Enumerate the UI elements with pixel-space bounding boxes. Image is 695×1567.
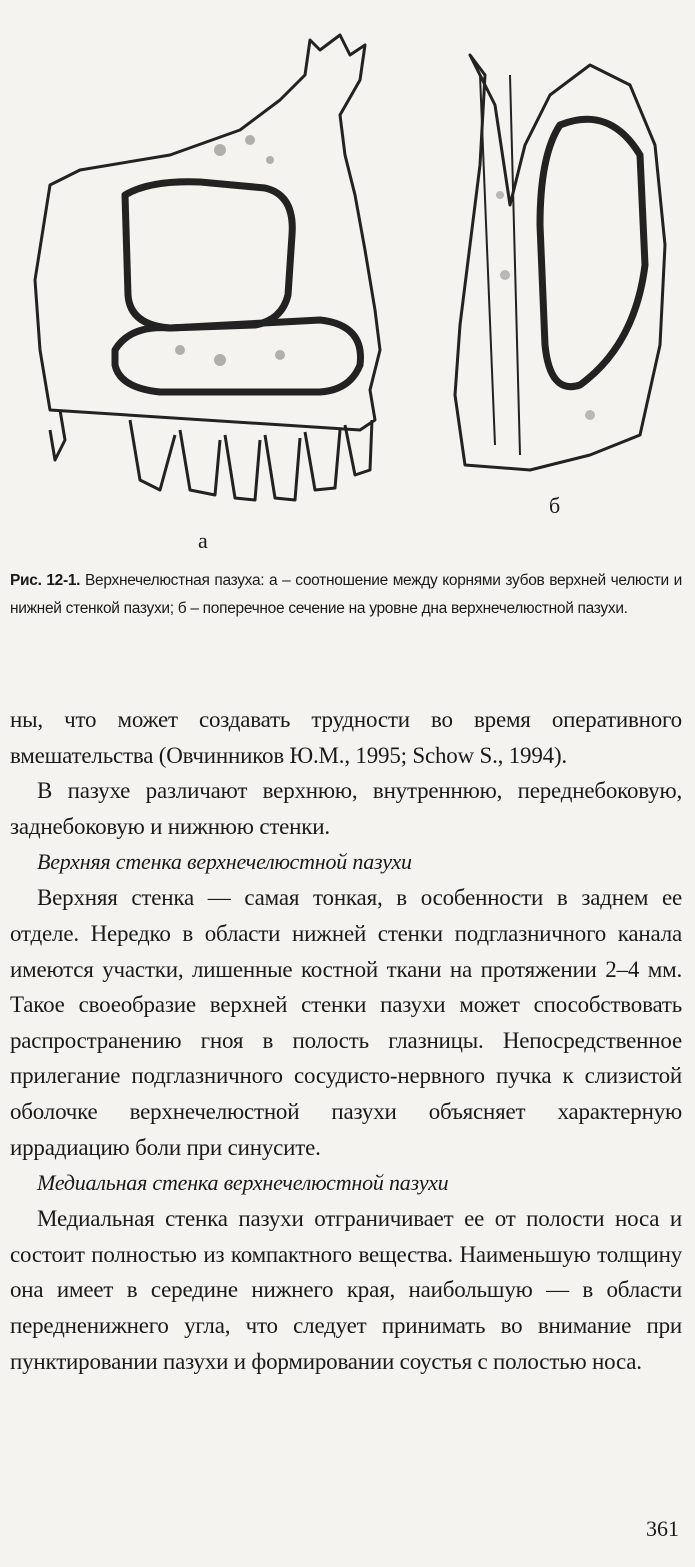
figure-b-drawing (440, 45, 670, 485)
main-text (10, 702, 682, 1379)
paragraph-2: В пазухе различают верхнюю, внутреннюю, переднебоковую, заднебоковую и нижнюю стенки. (10, 778, 682, 839)
paragraph-1: ны, что может создавать трудности во время оперативного вмешательства (Овчинников Ю.М., 1995; Schow S., 1994). (10, 707, 682, 768)
caption-prefix: Рис. 12-1. (10, 572, 81, 589)
caption-text: Верхнечелюстная пазуха: а – соотношение между корнями зубов верхней челюсти и нижней стенкой пазухи; б – поперечное сечение на уровне дна верхнечелюстной пазухи. (10, 572, 682, 617)
section-heading-upper-wall: Верхняя стенка верхнечелюстной пазухи (37, 849, 412, 875)
figure-a-drawing (20, 20, 440, 540)
page-number: 361 (646, 1516, 679, 1541)
figure-12-1 (0, 0, 695, 560)
figure-caption (10, 567, 682, 623)
figure-label-a: а (198, 528, 208, 553)
paragraph-4: Медиальная стенка пазухи отграничивает ее от полости носа и состоит полностью из компактного вещества. Наименьшую толщину она имеет в середине нижнего края, наибольшую — в области передненижнего угла, что следует принимать во внимание при пунктировании пазухи и формировании соустья с полостью носа. (10, 1206, 682, 1374)
section-heading-medial-wall: Медиальная стенка верхнечелюстной пазухи (37, 1170, 449, 1196)
figure-label-b: б (549, 493, 561, 518)
paragraph-3: Верхняя стенка — самая тонкая, в особенности в заднем ее отделе. Нередко в области нижней стенки подглазничного канала имеются участки, лишенные костной ткани на протяжении 2–4 мм. Такое своеобразие верхней стенки пазухи может способствовать распространению гноя в полость глазницы. Непосредственное прилегание подглазничного сосудисто-нервного пучка к слизистой оболочке верхнечелюстной пазухи объясняет характерную иррадиацию боли при синусите. (10, 885, 682, 1160)
